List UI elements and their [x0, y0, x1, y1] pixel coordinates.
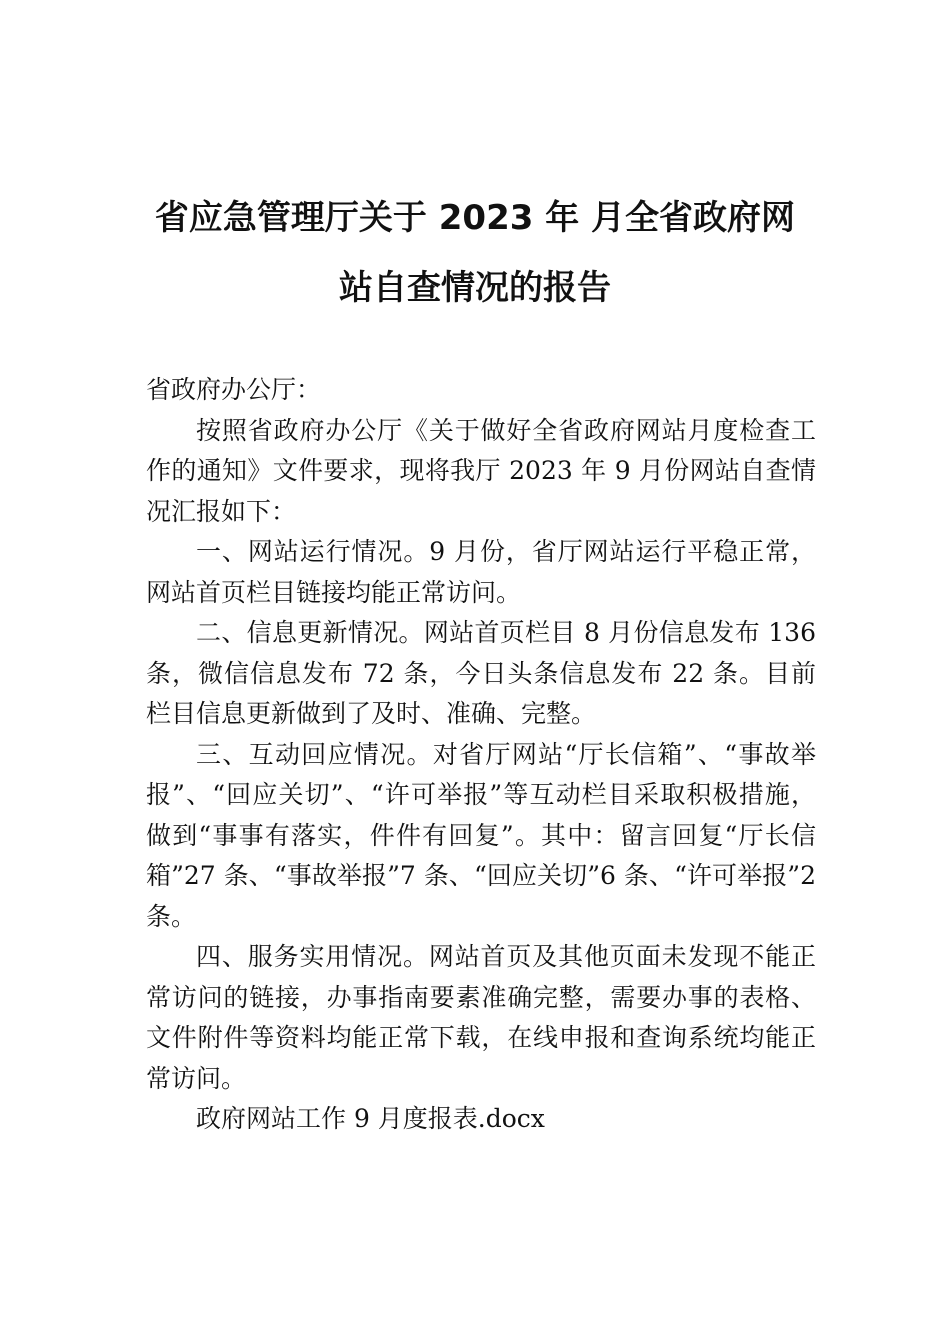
paragraph-intro: 按照省政府办公厅《关于做好全省政府网站月度检查工作的通知》文件要求，现将我厅 2023 年 9 月份网站自查情况汇报如下：: [146, 415, 816, 526]
paragraph-interaction-response: 三、互动回应情况。对省厅网站“厅长信箱”、“事故举报”、“回应关切”、“许可举报”等互动栏目采取积极措施， 做到“事事有落实，件件有回复”。其中：留言回复“厅长信箱”27 条、“事故举报”7 条、“回应关切”6 条、“许可举报”2 条。: [146, 739, 816, 931]
paragraph-service-practicality: 四、服务实用情况。网站首页及其他页面未发现不能正常访问的链接，办事指南要素准确完整，需要办事的表格、 文件附件等资料均能正常下载，在线申报和查询系统均能正常访问。: [146, 942, 816, 1093]
document-title-line-2: 站自查情况的报告: [339, 268, 611, 308]
salutation: 省政府办公厅：: [146, 375, 322, 404]
paragraph-info-update: 二、信息更新情况。网站首页栏目 8 月份信息发布 136 条，微信信息发布 72 条，今日头条信息发布 22 条。目前栏目信息更新做到了及时、准确、完整。: [146, 618, 816, 728]
document-title-line-1: 省应急管理厅关于 2023 年 月全省政府网: [154, 198, 796, 238]
paragraph-website-operation: 一、网站运行情况。9 月份，省厅网站运行平稳正常，网站首页栏目链接均能正常访问。: [146, 537, 816, 607]
attachment-filename: 政府网站工作 9 月度报表.docx: [196, 1104, 545, 1133]
document-body: [146, 370, 816, 1140]
